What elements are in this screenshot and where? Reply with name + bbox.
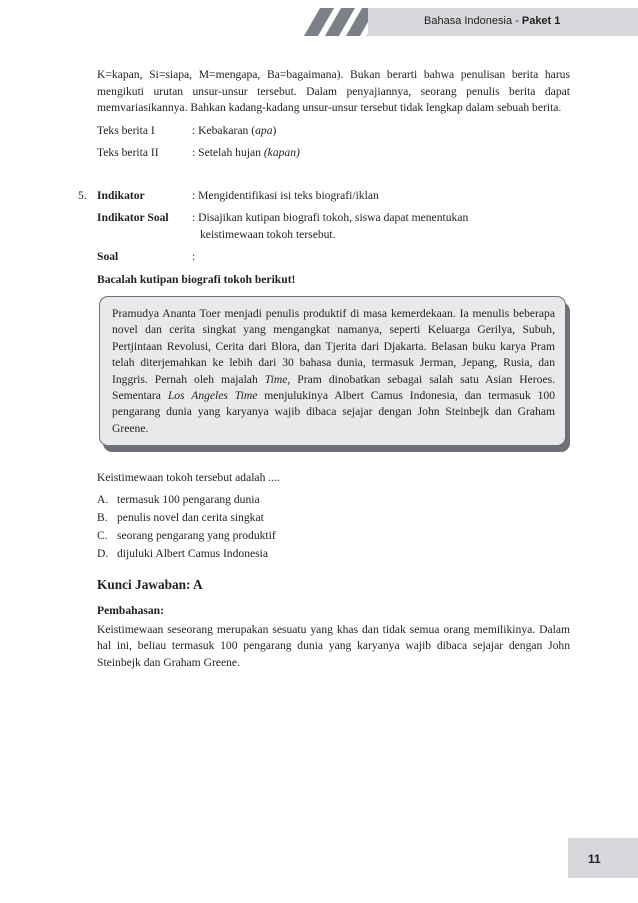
teks-berita-1-value: [192, 123, 276, 140]
header-subject: Bahasa Indonesia -: [424, 15, 522, 27]
question-number: 5.: [78, 188, 87, 202]
instruction-text: Bacalah kutipan biografi tokoh berikut!: [97, 272, 296, 286]
teks-berita-1-text: : Kebakaran (: [192, 123, 256, 137]
indikator-soal-row: [97, 210, 570, 243]
indikator-value: : Mengidentifikasi isi teks biografi/iklan: [192, 188, 379, 202]
passage-la-italic: Los Angeles Time: [167, 389, 258, 403]
passage-box: [99, 296, 566, 446]
teks-berita-1-close: ): [272, 123, 277, 137]
indikator-soal-line-2: keistimewaan tokoh tersebut.: [200, 227, 336, 241]
option-text: dijuluki Albert Camus Indonesia: [117, 546, 269, 560]
indikator-soal-label: Indikator Soal: [97, 211, 169, 224]
option-letter: A.: [97, 492, 109, 506]
option-text: penulis novel dan cerita singkat: [117, 510, 264, 524]
option-letter: C.: [97, 528, 108, 542]
passage-part-3: menjulukinya Albert Camus Indonesia, dan termasuk 100 pengarang dunia yang karyanya wajib dibaca sejajar dengan John Steinbejk dan Graham Greene.: [112, 389, 556, 435]
passage-text: [112, 306, 555, 437]
question-prompt: Keistimewaan tokoh tersebut adalah ....: [97, 471, 280, 485]
teks-berita-1-row: [97, 123, 570, 140]
option-text: termasuk 100 pengarang dunia: [117, 492, 260, 506]
passage-part-2: , Pram dinobatkan sebagai salah satu Asian Heroes. Sementara: [112, 372, 556, 403]
teks-berita-1-label: Teks berita I: [97, 123, 155, 137]
page-number: 11: [588, 852, 601, 866]
soal-label: Soal: [97, 250, 119, 263]
header-title: [424, 15, 560, 27]
option-b: [97, 509, 570, 527]
soal-row: [97, 249, 570, 266]
option-a: [97, 491, 570, 509]
teks-berita-1-italic: apa: [255, 123, 273, 137]
option-text: seorang pengarang yang produktif: [117, 528, 276, 542]
option-letter: D.: [97, 546, 109, 560]
page-header: [0, 0, 638, 36]
teks-berita-2-row: [97, 145, 570, 162]
question-5: [78, 188, 570, 672]
teks-berita-2-italic: (kapan): [263, 146, 300, 159]
passage-part-1: Pramudya Ananta Toer menjadi penulis produktif di masa kemerdekaan. Ia menulis beberapa novel dan cerita singkat yang mengangkat namanya, seperti Keluarga Gerilya, Subuh, Pertjintaan Revolusi, Cerita dari Blora, dan Tjerita dari Djakarta. Belasan buku karya Pram telah diterjemahkan ke lebih dari 30 bahasa dunia, termasuk Jerman, Jepang, Rusia, dan Inggris. Pernah oleh majalah: [112, 307, 555, 386]
answer-key: Kunci Jawaban: A: [97, 576, 203, 592]
intro-paragraph: K=kapan, Si=siapa, M=mengapa, Ba=bagaimana). Bukan berarti bahwa penulisan berita harus mengikuti urutan unsur-unsur tersebut. Dalam penyajiannya, seorang penulis berita dapat memvariasikannya. Bahkan kadang-kadang unsur-unsur tersebut tidak lengkap dalam sebuah berita.: [97, 68, 570, 114]
options-list: [97, 491, 570, 563]
indikator-soal-line-1: : Disajikan kutipan biografi tokoh, siswa dapat menentukan: [192, 211, 469, 224]
teks-berita-2-text: : Setelah hujan: [192, 146, 264, 159]
footer-bar: [568, 838, 638, 878]
pembahasan-text: Keistimewaan seseorang merupakan sesuatu yang khas dan tidak semua orang memilikinya. Dalam hal ini, beliau termasuk 100 pengarang dunia yang karyanya wajib dibaca sejajar dengan John Steinbejk dan Graham Greene.: [97, 622, 570, 669]
indikator-soal-value: [192, 210, 468, 243]
page-content: [78, 67, 570, 671]
soal-value: :: [192, 250, 196, 263]
teks-berita-2-label: Teks berita II: [97, 146, 159, 159]
header-paket: Paket 1: [521, 15, 561, 27]
option-letter: B.: [97, 510, 108, 524]
option-d: [97, 545, 570, 563]
indikator-label: Indikator: [97, 188, 145, 202]
passage-time-italic: Time: [264, 372, 288, 386]
passage-box-inner: [99, 296, 566, 446]
teks-berita-2-value: [192, 145, 300, 162]
option-c: [97, 527, 570, 545]
pembahasan-label: Pembahasan:: [97, 604, 164, 618]
indikator-row: [97, 188, 570, 205]
